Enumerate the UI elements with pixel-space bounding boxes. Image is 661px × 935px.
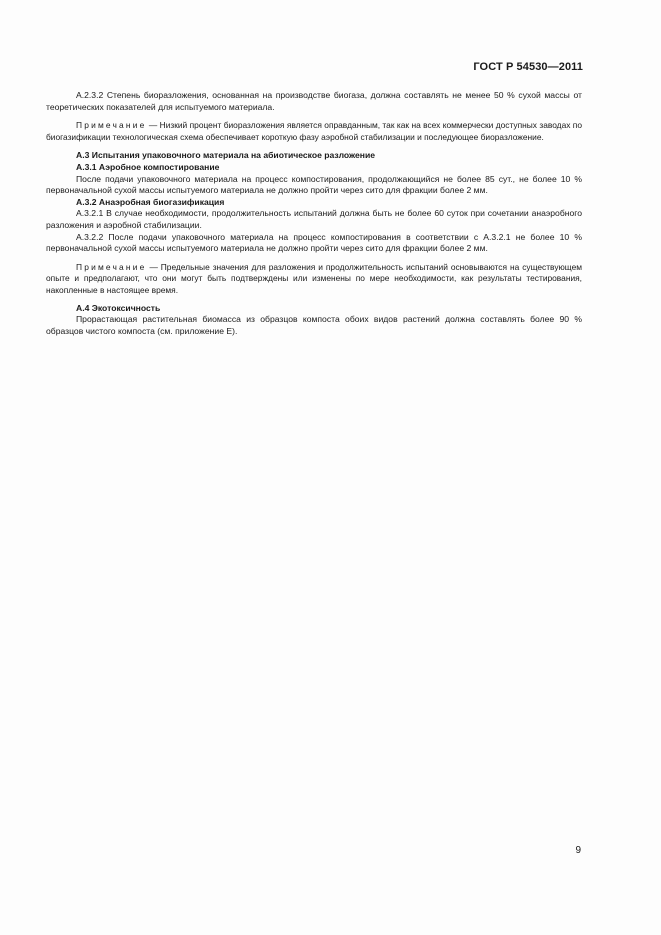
paragraph-a232: А.2.3.2 Степень биоразложения, основанная на производстве биогаза, должна составлять не менее 50 % сухой массы от теоретических показателей для испытуемого материала. [46, 90, 582, 112]
paragraph-a322: А.3.2.2 После подачи упаковочного материала на процесс компостирования в соответствии с А.3.2.1 не более 10 % первоначальной сухой массы испытуемого материала не должно пройти через сито для фракции более 2 мм. [46, 231, 582, 254]
heading-a3: А.3 Испытания упаковочного материала на абиотическое разложение [76, 150, 376, 161]
paragraph-a4: Прорастающая растительная биомасса из образцов компоста обоих видов растений должна составлять более 90 % образцов чистого компоста (см. приложение Е). [46, 314, 582, 336]
note-2 [46, 262, 582, 297]
page-number: 9 [575, 845, 581, 856]
note-2-label: Примечание [76, 261, 147, 272]
paragraph-a321: А.3.2.1 В случае необходимости, продолжительность испытаний должна быть не более 60 суток при сочетании анаэробного разложения и аэробной стабилизации. [46, 208, 582, 230]
page-content [46, 90, 582, 337]
note-1-label: Примечание [76, 120, 147, 131]
note-1 [46, 120, 582, 143]
heading-a32: А.3.2 Анаэробная биогазификация [76, 196, 225, 207]
paragraph-a31: После подачи упаковочного материала на процесс компостирования, продолжающийся не более 85 сут., не более 10 % первоначальной сухой массы испытуемого материала не должно пройти через сито для фракции более 2 мм. [46, 173, 582, 196]
heading-a31: А.3.1 Аэробное компостирование [76, 161, 220, 172]
note-2-text: — Предельные значения для разложения и продолжительность испытаний основываются на существующем опыте и предполагают, что они могут быть подтверждены или изменены по мере необходимости, как результаты тестирования, накопленные в настоящее время. [46, 261, 582, 295]
document-code: ГОСТ Р 54530—2011 [473, 61, 583, 73]
heading-a4: А.4 Экотоксичность [76, 302, 161, 313]
note-1-text: — Низкий процент биоразложения является оправданным, так как на всех коммерчески доступных заводах по биогазификации технологическая схема обеспечивает короткую фазу аэробной стабилизации и последующее биоразложение. [46, 120, 582, 142]
